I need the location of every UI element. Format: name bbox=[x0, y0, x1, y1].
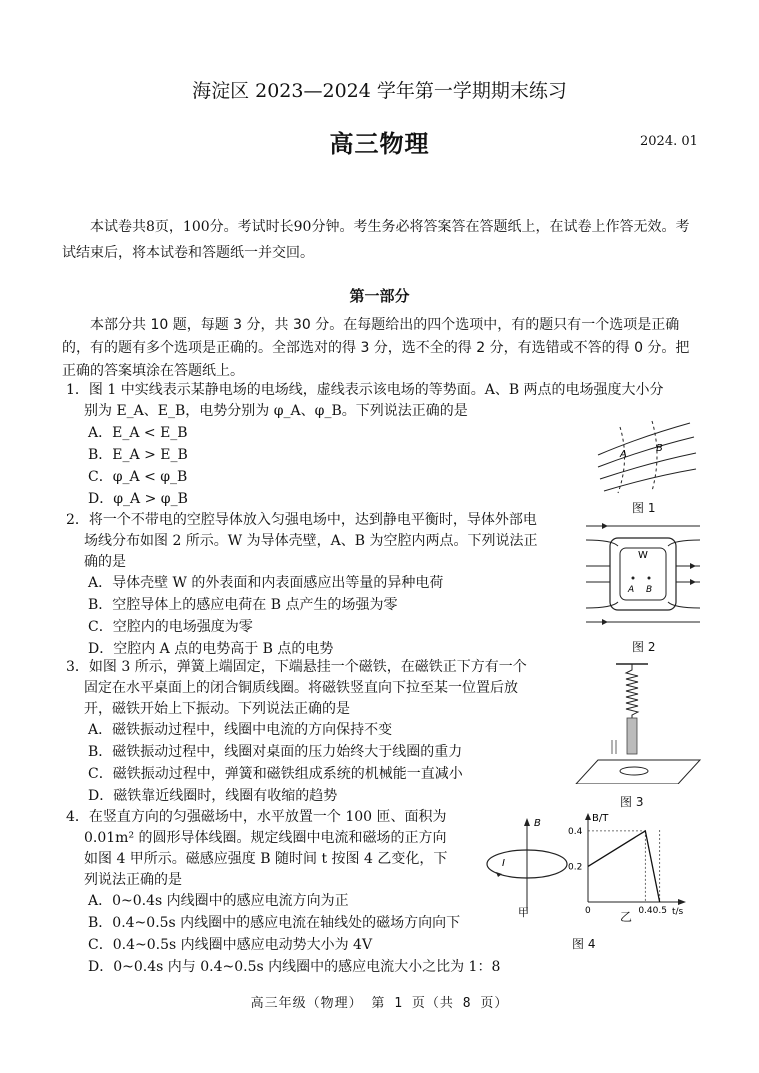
figure-1-field-lines bbox=[590, 415, 700, 495]
figure-1-point-a: A bbox=[620, 449, 627, 460]
question-1-option-a: A．E_A < E_B bbox=[88, 425, 188, 441]
chart-xtick-label: 0.4 bbox=[638, 906, 653, 916]
question-3-line-1: 3．如图 3 所示，弹簧上端固定，下端悬挂一个磁铁，在磁铁正下方有一个 bbox=[66, 659, 527, 675]
figure-1-point-b: B bbox=[656, 443, 663, 454]
figure-4-label: 图 4 bbox=[572, 937, 596, 951]
question-1-option-c: C．φ_A < φ_B bbox=[88, 469, 188, 485]
figure-4-axis-b: B bbox=[534, 818, 541, 829]
question-4-line-2: 0.01m² 的圆形导体线圈。规定线圈中电流和磁场的正方向 bbox=[84, 830, 447, 846]
figure-2-label: 图 2 bbox=[632, 640, 656, 654]
part-description: 本部分共 10 题，每题 3 分，共 30 分。在每题给出的四个选项中，有的题只有一个选项是正确的，有的题有多个选项是正确的。全部选对的得 3 分，选不全的得 2 分，有选错或不答的得 0 分。把正确的答案填涂在答题纸上。 bbox=[62, 317, 690, 379]
figure-4-left-label: 甲 bbox=[518, 906, 529, 918]
figure-2-point-b: B bbox=[646, 585, 653, 595]
exam-date: 2024. 01 bbox=[640, 134, 698, 149]
figure-2-wall-label: W bbox=[638, 550, 648, 561]
question-4-line-3: 如图 4 甲所示。磁感应强度 B 随时间 t 按图 4 乙变化，下 bbox=[84, 851, 448, 867]
question-3-option-a: A．磁铁振动过程中，线圈中电流的方向保持不变 bbox=[88, 722, 393, 738]
figure-2-conductor-field bbox=[582, 518, 704, 630]
chart-ylabel: B/T bbox=[592, 813, 609, 824]
question-4-option-b: B．0.4~0.5s 内线圈中的感应电流在轴线处的磁场方向向下 bbox=[88, 915, 461, 931]
chart-xlabel: t/s bbox=[672, 907, 684, 917]
figure-4-current-label: I bbox=[502, 858, 505, 869]
question-3-option-b: B．磁铁振动过程中，线圈对桌面的压力始终大于线圈的重力 bbox=[88, 744, 463, 760]
figure-4-right-label: 乙 bbox=[620, 910, 633, 924]
question-1-line-1: 1．图 1 中实线表示某静电场的电场线，虚线表示该电场的等势面。A、B 两点的电场强度大小分 bbox=[66, 382, 664, 398]
question-4-option-a: A．0~0.4s 内线圈中的感应电流方向为正 bbox=[88, 893, 349, 909]
question-2-option-a: A．导体壳壁 W 的外表面和内表面感应出等量的异种电荷 bbox=[88, 575, 444, 591]
question-4-line-4: 列说法正确的是 bbox=[84, 872, 182, 888]
question-2-option-d: D．空腔内 A 点的电势高于 B 点的电势 bbox=[88, 641, 334, 657]
chart-series-line bbox=[588, 831, 660, 902]
question-2-line-3: 确的是 bbox=[84, 554, 126, 570]
figure-3-label: 图 3 bbox=[620, 795, 644, 809]
question-4-option-d: D．0~0.4s 内与 0.4~0.5s 内线圈中的感应电流大小之比为 1：8 bbox=[88, 959, 501, 975]
question-1-option-b: B．E_A > E_B bbox=[88, 447, 188, 463]
chart-xtick-label: 0.5 bbox=[652, 906, 667, 916]
question-2-line-2: 场线分布如图 2 所示。W 为导体壳壁，A、B 为空腔内两点。下列说法正 bbox=[84, 533, 538, 549]
chart-ytick-label: 0.4 bbox=[568, 826, 583, 837]
chart-xtick-label: 0 bbox=[585, 906, 591, 916]
question-3-option-d: D．磁铁靠近线圈时，线圈有收缩的趋势 bbox=[88, 788, 338, 804]
chart-ytick-label: 0.2 bbox=[568, 862, 583, 873]
exam-subject: 高三物理 bbox=[329, 129, 430, 158]
question-2-option-b: B．空腔导体上的感应电荷在 B 点产生的场强为零 bbox=[88, 597, 398, 613]
question-1-line-2: 别为 E_A、E_B，电势分别为 φ_A、φ_B。下列说法正确的是 bbox=[84, 403, 468, 419]
figure-4-coil-diagram bbox=[482, 814, 572, 918]
part-title: 第一部分 bbox=[349, 287, 410, 305]
figure-2-point-a: A bbox=[628, 585, 635, 595]
question-3-line-3: 开，磁铁开始上下振动。下列说法正确的是 bbox=[84, 701, 350, 717]
question-4-line-1: 4．在竖直方向的匀强磁场中，水平放置一个 100 匝、面积为 bbox=[66, 809, 447, 825]
figure-1-label: 图 1 bbox=[632, 501, 656, 515]
page-footer: 高三年级（物理） 第 1 页（共 8 页） bbox=[250, 996, 509, 1011]
exam-title: 海淀区 2023—2024 学年第一学期期末练习 bbox=[192, 80, 567, 102]
exam-instructions: 本试卷共8页，100分。考试时长90分钟。考生务必将答案答在答题纸上，在试卷上作答无效。考试结束后，将本试卷和答题纸一并交回。 bbox=[62, 219, 690, 261]
figure-4-bt-graph bbox=[566, 810, 692, 922]
figure-3-spring-magnet bbox=[572, 660, 704, 784]
question-3-option-c: C．磁铁振动过程中，弹簧和磁铁组成系统的机械能一直减小 bbox=[88, 766, 463, 782]
question-4-option-c: C．0.4~0.5s 内线圈中感应电动势大小为 4V bbox=[88, 937, 373, 953]
question-1-option-d: D．φ_A > φ_B bbox=[88, 491, 188, 507]
question-3-line-2: 固定在水平桌面上的闭合铜质线圈。将磁铁竖直向下拉至某一位置后放 bbox=[84, 680, 518, 696]
question-2-option-c: C．空腔内的电场强度为零 bbox=[88, 619, 253, 635]
question-2-line-1: 2．将一个不带电的空腔导体放入匀强电场中，达到静电平衡时，导体外部电 bbox=[66, 512, 537, 528]
